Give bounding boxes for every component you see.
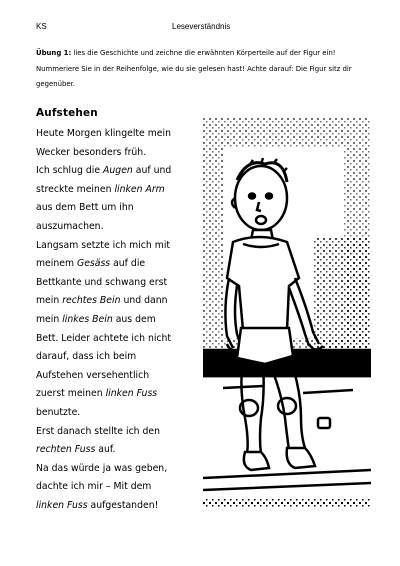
story-line <box>36 199 216 218</box>
story-line <box>36 255 216 274</box>
story-segment: auf und <box>132 165 172 177</box>
story-segment: Aufstehen versehentlich <box>36 369 150 381</box>
body-part-term: rechtes Bein <box>62 295 121 307</box>
story-line <box>36 311 216 330</box>
story-segment: Ich schlug die <box>36 165 104 177</box>
story-line <box>36 218 216 237</box>
story-segment: dachte ich mir – Mit dem <box>36 481 152 493</box>
body-part-term: linken Fuss <box>105 388 158 400</box>
header-title: Leseverständnis <box>172 22 231 31</box>
story-line <box>36 497 216 516</box>
story-line <box>36 274 216 293</box>
story-line <box>36 181 216 200</box>
story-segment: aufgestanden! <box>87 499 159 511</box>
seated-boy-illustration <box>203 118 371 510</box>
story-line <box>36 385 216 404</box>
story-line <box>36 292 216 311</box>
story-text <box>36 125 216 515</box>
story-segment: auszumachen. <box>36 220 104 232</box>
story-line <box>36 441 216 460</box>
story-line <box>36 144 216 163</box>
body-part-term: linken Fuss <box>36 499 88 511</box>
story-segment: Langsam setzte ich mich mit <box>36 239 171 251</box>
exercise-label: Übung 1: <box>36 49 72 57</box>
story-line <box>36 460 216 479</box>
story-segment: auf. <box>95 444 116 456</box>
story-line <box>36 162 216 181</box>
story-line <box>36 404 216 423</box>
story-line <box>36 237 216 256</box>
story-segment: aus dem <box>112 313 156 325</box>
story-segment: Na das würde ja was geben, <box>36 462 168 474</box>
header-initials: KS <box>36 22 47 31</box>
story-segment: meinem <box>36 258 77 270</box>
feet <box>244 448 315 470</box>
story-segment: benutzte. <box>36 406 81 418</box>
story-segment: Bett. Leider achtete ich nicht <box>36 332 172 344</box>
story-segment: und dann <box>120 295 168 307</box>
story-segment: mein <box>36 295 63 307</box>
body-part-term: Gesäss <box>76 258 111 270</box>
story-segment: Heute Morgen klingelte mein <box>36 128 171 139</box>
story-line <box>36 423 216 442</box>
body-part-term: rechten Fuss <box>36 444 96 456</box>
story-segment: auf die <box>110 258 146 270</box>
story-segment: Bettkante und schwang erst <box>36 276 168 288</box>
story-segment: aus dem Bett um ihn <box>36 202 134 214</box>
story-segment: Erst danach stellte ich den <box>36 425 161 437</box>
body-part-term: linken Arm <box>114 183 165 195</box>
exercise-instructions <box>36 46 366 93</box>
body-part-term: linkes Bein <box>62 313 113 325</box>
story-line <box>36 367 216 386</box>
exercise-text: lies die Geschichte und zeichne die erwähnten Körperteile auf der Figur ein! Nummeriere Sie in der Reihenfolge, wie du sie gelesen hast! Achte darauf: Die Figur sitz dir gegenüber. <box>36 49 352 88</box>
story-line <box>36 478 216 497</box>
seated-boy-drawing <box>203 118 371 510</box>
body-part-term: Augen <box>103 165 133 177</box>
story-line <box>36 125 216 144</box>
story-segment: mein <box>36 313 63 325</box>
story-segment: Wecker besonders früh. <box>36 146 147 158</box>
story-line <box>36 330 216 349</box>
story-title: Aufstehen <box>36 107 98 119</box>
story-line <box>36 348 216 367</box>
story-segment: darauf, dass ich beim <box>36 351 137 363</box>
story-segment: streckte meinen <box>36 183 115 195</box>
story-segment: zuerst meinen <box>36 388 106 400</box>
